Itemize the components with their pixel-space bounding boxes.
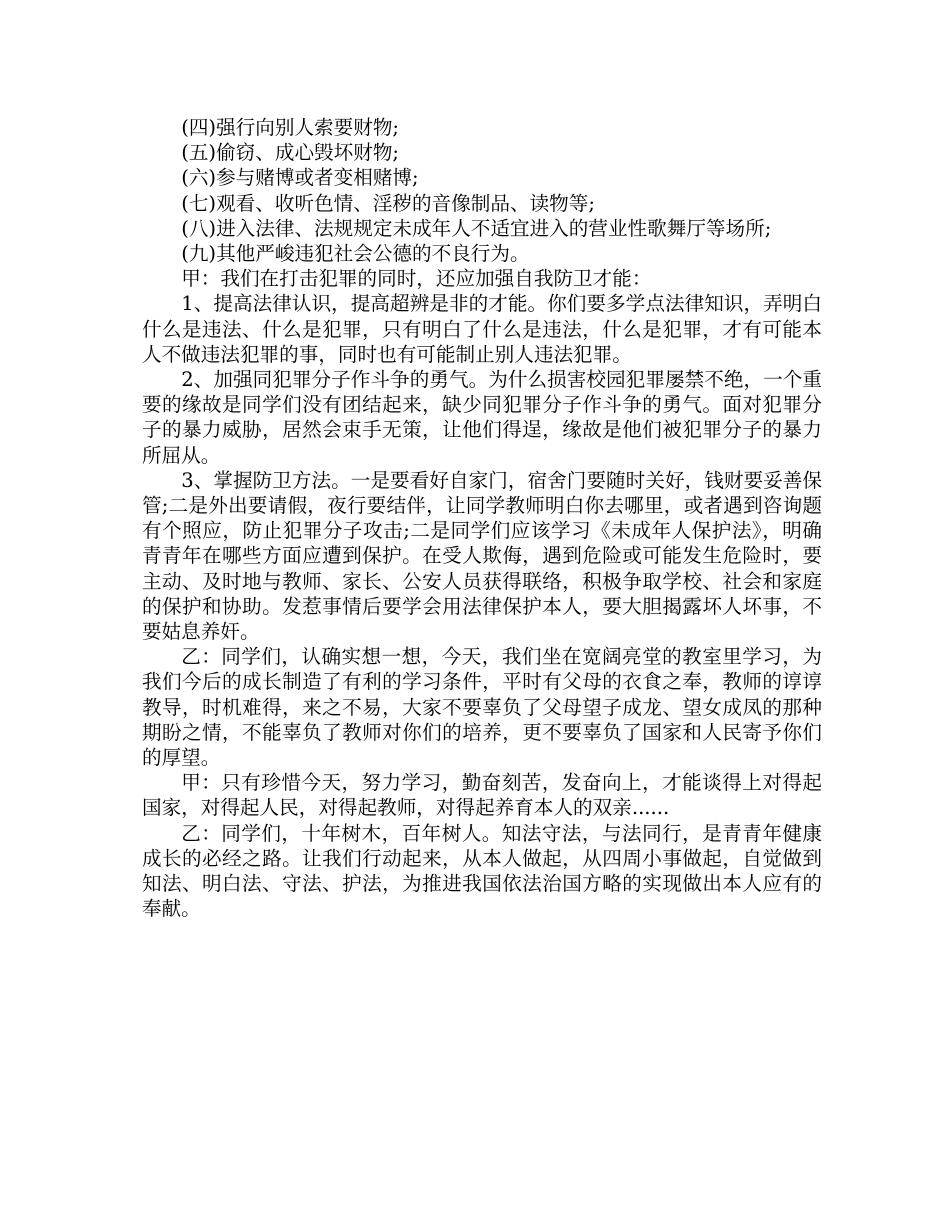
paragraph-point-1-legal-awareness: 1、提高法律认识，提高超辨是非的才能。你们要多学点法律知识，弄明白什么是违法、什么是犯罪，只有明白了什么是违法，什么是犯罪，才有可能本人不做违法犯罪的事，同时也有可能制止别人违法犯罪。 bbox=[142, 292, 822, 366]
paragraph-point-2-courage: 2、加强同犯罪分子作斗争的勇气。为什么损害校园犯罪屡禁不绝，一个重要的缘故是同学们没有团结起来，缺少同犯罪分子作斗争的勇气。面对犯罪分子的暴力威胁，居然会束手无策，让他们得逞，缘故是他们被犯罪分子的暴力所屈从。 bbox=[142, 368, 822, 467]
paragraph-item-9: (九)其他严峻违犯社会公德的不良行为。 bbox=[181, 242, 530, 266]
paragraph-point-3-defense-methods: 3、掌握防卫方法。一是要看好自家门，宿舍门要随时关好，钱财要妥善保管;二是外出要请假，夜行要结伴，让同学教师明白你去哪里，或者遇到咨询题有个照应，防止犯罪分子攻击;二是同学们应该学习《未成年人保护法》，明确青青年在哪些方面应遭到保护。在受人欺侮，遇到危险或可能发生危险时，要主动、及时地与教师、家长、公安人员获得联络，积极争取学校、社会和家庭的保护和协助。发惹事情后要学会用法律保护本人，要大胆揭露坏人坏事，不要姑息养奸。 bbox=[142, 468, 822, 644]
paragraph-item-5: (五)偷窃、成心毁坏财物; bbox=[181, 141, 400, 165]
paragraph-item-6: (六)参与赌博或者变相赌博; bbox=[181, 166, 419, 190]
paragraph-item-8: (八)进入法律、法规规定未成年人不适宜进入的营业性歌舞厅等场所; bbox=[181, 216, 772, 240]
document-body bbox=[142, 115, 822, 922]
paragraph-speaker-b-reflection: 乙：同学们，认确实想一想，今天，我们坐在宽阔亮堂的教室里学习，为我们今后的成长制造了有利的学习条件，平时有父母的衣食之奉，教师的谆谆教导，时机难得，来之不易，大家不要辜负了父母望子成龙、望女成凤的那种期盼之情，不能辜负了教师对你们的培养，更不要辜负了国家和人民寄予你们的厚望。 bbox=[142, 645, 822, 770]
paragraph-speaker-a-self-defense-intro: 甲：我们在打击犯罪的同时，还应加强自我防卫才能： bbox=[181, 267, 652, 291]
paragraph-speaker-b-closing: 乙：同学们，十年树木，百年树人。知法守法，与法同行，是青青年健康成长的必经之路。让我们行动起来，从本人做起，从四周小事做起，自觉做到知法、明白法、守法、护法，为推进我国依法治国方略的实现做出本人应有的奉献。 bbox=[142, 821, 822, 921]
paragraph-item-4: (四)强行向别人索要财物; bbox=[181, 116, 400, 139]
paragraph-item-7: (七)观看、收听色情、淫秽的音像制品、读物等; bbox=[181, 191, 595, 215]
paragraph-speaker-a-cherish-today: 甲：只有珍惜今天，努力学习，勤奋刻苦，发奋向上，才能谈得上对得起国家，对得起人民，对得起教师，对得起养育本人的双亲...... bbox=[142, 771, 822, 820]
